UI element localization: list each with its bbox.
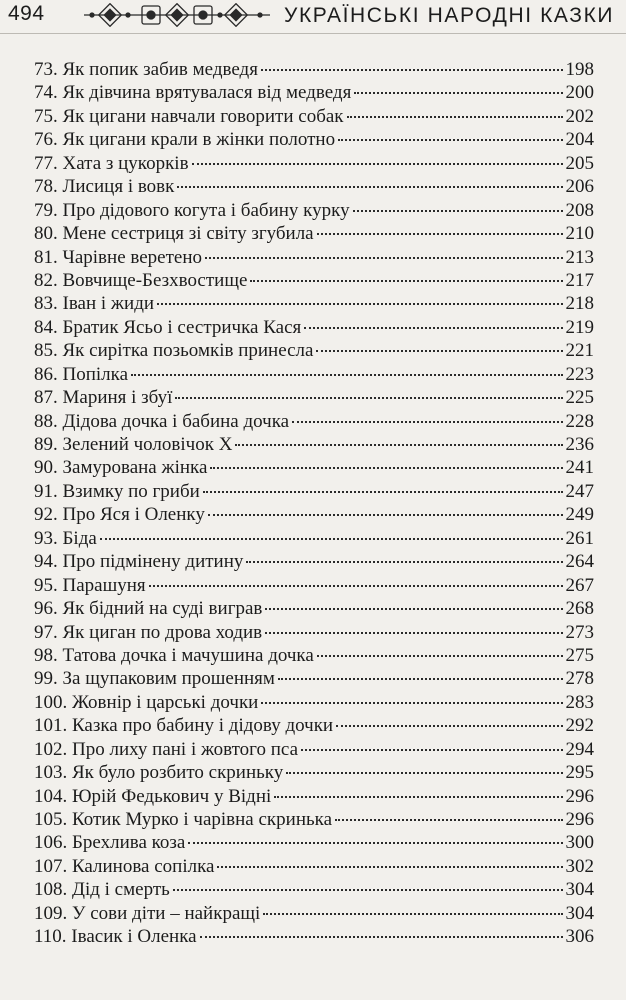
toc-entry-page: 278 bbox=[565, 668, 594, 690]
dot-leader bbox=[205, 257, 562, 259]
dot-leader bbox=[274, 796, 562, 798]
toc-entry bbox=[34, 738, 594, 761]
toc-entry bbox=[34, 316, 594, 339]
dot-leader bbox=[246, 561, 562, 563]
table-of-contents bbox=[34, 58, 594, 949]
toc-entry-title: 96. Як бідний на суді виграв bbox=[34, 598, 263, 620]
dot-leader bbox=[292, 421, 562, 423]
toc-entry bbox=[34, 902, 594, 925]
dot-leader bbox=[316, 350, 562, 352]
toc-entry bbox=[34, 550, 594, 573]
toc-entry-title: 109. У сови діти – найкращі bbox=[34, 902, 261, 924]
toc-entry bbox=[34, 574, 594, 597]
toc-entry-page: 208 bbox=[565, 199, 594, 221]
toc-entry-title: 87. Мариня і збуї bbox=[34, 387, 173, 409]
toc-entry-title: 90. Замурована жінка bbox=[34, 457, 208, 479]
toc-entry-page: 296 bbox=[565, 785, 594, 807]
toc-entry-title: 88. Дідова дочка і бабина дочка bbox=[34, 410, 290, 432]
toc-entry-title: 91. Взимку по гриби bbox=[34, 480, 200, 502]
toc-entry-page: 249 bbox=[565, 504, 594, 526]
toc-entry-page: 267 bbox=[565, 574, 594, 596]
page-number: 494 bbox=[8, 2, 45, 25]
dot-leader bbox=[177, 186, 562, 188]
toc-entry bbox=[34, 925, 594, 948]
toc-entry-page: 204 bbox=[565, 129, 594, 151]
dot-leader bbox=[250, 280, 562, 282]
toc-entry-page: 223 bbox=[565, 363, 594, 385]
dot-leader bbox=[317, 233, 563, 235]
toc-entry-title: 107. Калинова сопілка bbox=[34, 855, 215, 877]
dot-leader bbox=[304, 327, 562, 329]
toc-entry-page: 241 bbox=[565, 457, 594, 479]
toc-entry-page: 294 bbox=[565, 738, 594, 760]
toc-entry-title: 105. Котик Мурко і чарівна скринька bbox=[34, 809, 333, 830]
toc-entry bbox=[34, 81, 594, 104]
toc-entry-title: 75. Як цигани навчали говорити собак bbox=[34, 105, 344, 127]
toc-entry-page: 200 bbox=[565, 82, 594, 104]
toc-entry bbox=[34, 199, 594, 222]
toc-entry-page: 295 bbox=[565, 762, 594, 784]
toc-entry-title: 104. Юрій Федькович у Відні bbox=[34, 785, 272, 807]
toc-entry-page: 296 bbox=[565, 809, 594, 830]
toc-entry-title: 102. Про лиху пані і жовтого пса bbox=[34, 738, 299, 760]
dot-leader bbox=[317, 655, 563, 657]
toc-entry-title: 98. Татова дочка і мачушина дочка bbox=[34, 644, 314, 666]
dot-leader bbox=[278, 678, 563, 680]
toc-entry bbox=[34, 105, 594, 128]
toc-entry-page: 300 bbox=[565, 832, 594, 854]
toc-entry-title: 83. Іван і жиди bbox=[34, 293, 155, 315]
dot-leader bbox=[192, 163, 563, 165]
toc-entry bbox=[34, 527, 594, 550]
dot-leader bbox=[210, 467, 562, 469]
toc-entry bbox=[34, 714, 594, 737]
toc-entry-page: 202 bbox=[565, 105, 594, 127]
dot-leader bbox=[157, 303, 562, 305]
dot-leader bbox=[217, 866, 562, 868]
toc-entry-page: 292 bbox=[565, 715, 594, 737]
toc-entry-page: 219 bbox=[565, 316, 594, 338]
toc-entry-title: 110. Івасик і Оленка bbox=[34, 926, 197, 948]
toc-entry-title: 76. Як цигани крали в жінки полотно bbox=[34, 129, 336, 151]
toc-entry bbox=[34, 433, 594, 456]
toc-entry-title: 103. Як було розбито скриньку bbox=[34, 762, 284, 784]
toc-entry bbox=[34, 667, 594, 690]
dot-leader bbox=[335, 819, 562, 821]
toc-entry bbox=[34, 410, 594, 433]
toc-entry bbox=[34, 503, 594, 526]
toc-entry-page: 205 bbox=[565, 152, 594, 174]
toc-entry bbox=[34, 128, 594, 151]
toc-entry-page: 217 bbox=[565, 269, 594, 291]
toc-entry-page: 264 bbox=[565, 551, 594, 573]
toc-entry bbox=[34, 152, 594, 175]
dot-leader bbox=[173, 889, 563, 891]
toc-entry bbox=[34, 691, 594, 714]
toc-entry-title: 93. Біда bbox=[34, 527, 97, 549]
dot-leader bbox=[208, 514, 563, 516]
toc-entry bbox=[34, 339, 594, 362]
toc-entry bbox=[34, 58, 594, 81]
toc-entry bbox=[34, 855, 594, 878]
toc-entry bbox=[34, 878, 594, 901]
toc-entry-page: 247 bbox=[565, 480, 594, 502]
toc-entry bbox=[34, 644, 594, 667]
dot-leader bbox=[261, 702, 562, 704]
dot-leader bbox=[203, 491, 563, 493]
toc-entry-title: 100. Жовнір і царські дочки bbox=[34, 691, 259, 713]
page-header bbox=[0, 0, 626, 34]
dot-leader bbox=[149, 585, 563, 587]
folk-ornament-icon bbox=[82, 3, 272, 27]
toc-entry bbox=[34, 761, 594, 784]
toc-entry-page: 268 bbox=[565, 598, 594, 620]
toc-entry bbox=[34, 269, 594, 292]
toc-entry-title: 79. Про дідового когута і бабину курку bbox=[34, 199, 350, 221]
toc-entry bbox=[34, 246, 594, 269]
toc-entry-page: 210 bbox=[565, 223, 594, 245]
dot-leader bbox=[353, 210, 563, 212]
toc-entry-title: 82. Вовчище-Безхвостище bbox=[34, 269, 248, 291]
toc-entry-title: 101. Казка про бабину і дідову дочки bbox=[34, 715, 334, 737]
toc-entry-page: 273 bbox=[565, 621, 594, 643]
dot-leader bbox=[336, 725, 562, 727]
toc-entry-page: 304 bbox=[565, 902, 594, 924]
toc-entry-page: 304 bbox=[565, 879, 594, 901]
toc-entry bbox=[34, 785, 594, 808]
toc-entry-title: 89. Зелений чоловічок Х bbox=[34, 434, 233, 455]
dot-leader bbox=[235, 444, 562, 446]
toc-entry-title: 81. Чарівне веретено bbox=[34, 246, 203, 268]
dot-leader bbox=[263, 913, 562, 915]
toc-entry-title: 99. За щупаковим прошенням bbox=[34, 668, 275, 690]
dot-leader bbox=[265, 608, 562, 610]
toc-entry-page: 283 bbox=[565, 691, 594, 713]
toc-entry-page: 206 bbox=[565, 176, 594, 198]
toc-entry bbox=[34, 480, 594, 503]
dot-leader bbox=[131, 374, 562, 376]
toc-entry-title: 97. Як циган по дрова ходив bbox=[34, 621, 263, 643]
toc-entry-title: 84. Братик Ясьо і сестричка Кася bbox=[34, 316, 302, 338]
toc-entry bbox=[34, 808, 594, 831]
toc-entry-page: 306 bbox=[565, 926, 594, 948]
toc-entry-title: 94. Про підмінену дитину bbox=[34, 551, 244, 573]
toc-entry bbox=[34, 363, 594, 386]
toc-entry-page: 275 bbox=[565, 644, 594, 666]
dot-leader bbox=[286, 772, 562, 774]
toc-entry-title: 80. Мене сестриця зі світу згубила bbox=[34, 223, 314, 245]
dot-leader bbox=[261, 69, 563, 71]
toc-entry-title: 106. Брехлива коза bbox=[34, 832, 186, 854]
dot-leader bbox=[188, 842, 562, 844]
toc-entry-page: 218 bbox=[565, 293, 594, 315]
toc-entry-title: 95. Парашуня bbox=[34, 574, 146, 596]
toc-entry-title: 85. Як сирітка позьомків принесла bbox=[34, 340, 314, 362]
toc-entry bbox=[34, 222, 594, 245]
toc-entry-page: 228 bbox=[565, 410, 594, 432]
dot-leader bbox=[301, 749, 562, 751]
toc-entry-title: 108. Дід і смерть bbox=[34, 879, 170, 901]
dot-leader bbox=[200, 936, 563, 938]
toc-entry-page: 221 bbox=[565, 340, 594, 362]
toc-entry-page: 236 bbox=[565, 434, 594, 455]
toc-entry-title: 77. Хата з цукорків bbox=[34, 152, 189, 174]
toc-entry-title: 78. Лисиця і вовк bbox=[34, 176, 175, 198]
dot-leader bbox=[100, 538, 563, 540]
toc-entry bbox=[34, 621, 594, 644]
toc-entry-title: 92. Про Яся і Оленку bbox=[34, 504, 205, 526]
dot-leader bbox=[347, 116, 563, 118]
toc-entry bbox=[34, 175, 594, 198]
toc-entry-page: 225 bbox=[565, 387, 594, 409]
toc-entry bbox=[34, 386, 594, 409]
toc-entry-title: 74. Як дівчина врятувалася від медведя bbox=[34, 82, 352, 104]
toc-entry-page: 213 bbox=[565, 246, 594, 268]
toc-entry bbox=[34, 597, 594, 620]
toc-entry bbox=[34, 831, 594, 854]
dot-leader bbox=[175, 397, 562, 399]
dot-leader bbox=[338, 139, 562, 141]
toc-entry-page: 261 bbox=[565, 527, 594, 549]
dot-leader bbox=[265, 632, 562, 634]
dot-leader bbox=[354, 92, 562, 94]
toc-entry-title: 73. Як попик забив медведя bbox=[34, 59, 258, 80]
running-title: УКРАЇНСЬКІ НАРОДНІ КАЗКИ bbox=[284, 4, 615, 27]
toc-entry bbox=[34, 292, 594, 315]
toc-entry-title: 86. Попілка bbox=[34, 363, 129, 385]
header-divider bbox=[0, 33, 626, 34]
toc-entry-page: 302 bbox=[565, 855, 594, 877]
toc-entry bbox=[34, 456, 594, 479]
toc-entry-page: 198 bbox=[565, 59, 594, 80]
